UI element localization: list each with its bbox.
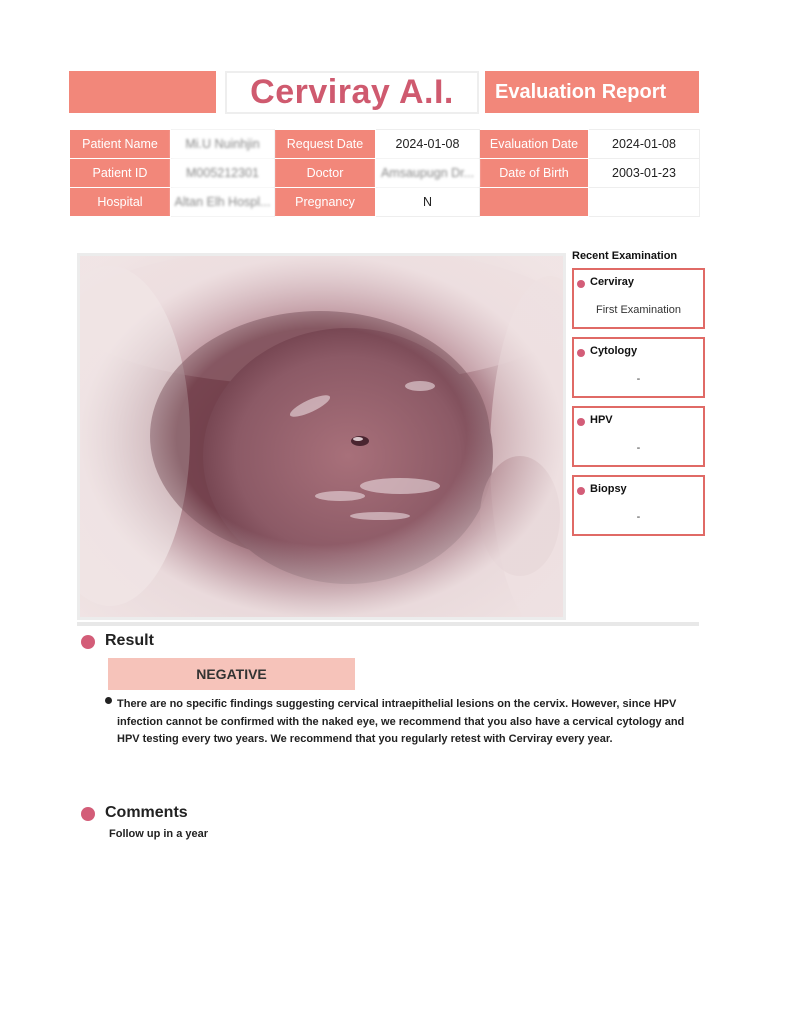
recent-exam-title: Recent Examination xyxy=(572,250,678,262)
cervix-photo xyxy=(80,256,563,617)
empty-value-cell xyxy=(589,188,700,217)
report-subtitle: Evaluation Report xyxy=(495,80,667,103)
hospital-label: Hospital xyxy=(70,188,171,217)
report-title: Cerviray A.I. xyxy=(250,73,454,111)
evaluation-date-label: Evaluation Date xyxy=(480,130,589,159)
doctor-value: Amsaupugn Dr... xyxy=(376,159,480,188)
bullet-dot-icon xyxy=(577,349,585,357)
request-date-value: 2024-01-08 xyxy=(376,130,480,159)
result-status-badge xyxy=(108,658,355,690)
exam-card-cytology xyxy=(572,337,705,398)
section-divider xyxy=(77,622,699,626)
bullet-dot-icon xyxy=(577,418,585,426)
header-left-band xyxy=(69,71,216,113)
report-subtitle-box xyxy=(485,71,699,113)
report-title-box xyxy=(225,71,479,114)
exam-card-hpv xyxy=(572,406,705,467)
patient-name-label: Patient Name xyxy=(70,130,171,159)
exam-image-frame xyxy=(77,253,566,620)
info-row xyxy=(70,188,700,217)
result-status: NEGATIVE xyxy=(196,666,267,682)
empty-label-cell xyxy=(480,188,589,217)
exam-name: Cerviray xyxy=(590,276,635,288)
exam-value: - xyxy=(636,442,641,454)
patient-id-value: M005212301 xyxy=(171,159,275,188)
pregnancy-value: N xyxy=(376,188,480,217)
dob-label: Date of Birth xyxy=(480,159,589,188)
exam-name: Cytology xyxy=(590,345,638,357)
info-row xyxy=(70,159,700,188)
patient-name-value: Mi.U Nuinhjin xyxy=(171,130,275,159)
bullet-icon xyxy=(105,697,112,704)
doctor-label: Doctor xyxy=(275,159,376,188)
result-heading: Result xyxy=(105,632,154,649)
comments-dot-icon xyxy=(81,807,95,821)
hospital-value: Altan Elh Hospl... xyxy=(171,188,275,217)
dob-value: 2003-01-23 xyxy=(589,159,700,188)
exam-card-biopsy xyxy=(572,475,705,536)
result-dot-icon xyxy=(81,635,95,649)
patient-info-table xyxy=(69,129,700,217)
pregnancy-label: Pregnancy xyxy=(275,188,376,217)
patient-id-label: Patient ID xyxy=(70,159,171,188)
comments-heading: Comments xyxy=(105,804,188,821)
bullet-dot-icon xyxy=(577,487,585,495)
exam-value: - xyxy=(636,511,641,523)
info-row xyxy=(70,130,700,159)
exam-name: HPV xyxy=(590,414,613,426)
exam-name: Biopsy xyxy=(590,483,627,495)
exam-card-cerviray xyxy=(572,268,705,329)
exam-value: - xyxy=(636,373,641,385)
exam-value: First Examination xyxy=(596,304,681,316)
result-description: There are no specific findings suggesting cervical intraepithelial lesions on the cervix. However, since HPV infection cannot be confirmed with the naked eye, we recommend that you also have a cervical cytology and HPV testing every two years. We recommend that you regularly retest with Cerviray every year. xyxy=(117,698,685,745)
evaluation-date-value: 2024-01-08 xyxy=(589,130,700,159)
bullet-dot-icon xyxy=(577,280,585,288)
comments-text: Follow up in a year xyxy=(109,828,209,840)
request-date-label: Request Date xyxy=(275,130,376,159)
